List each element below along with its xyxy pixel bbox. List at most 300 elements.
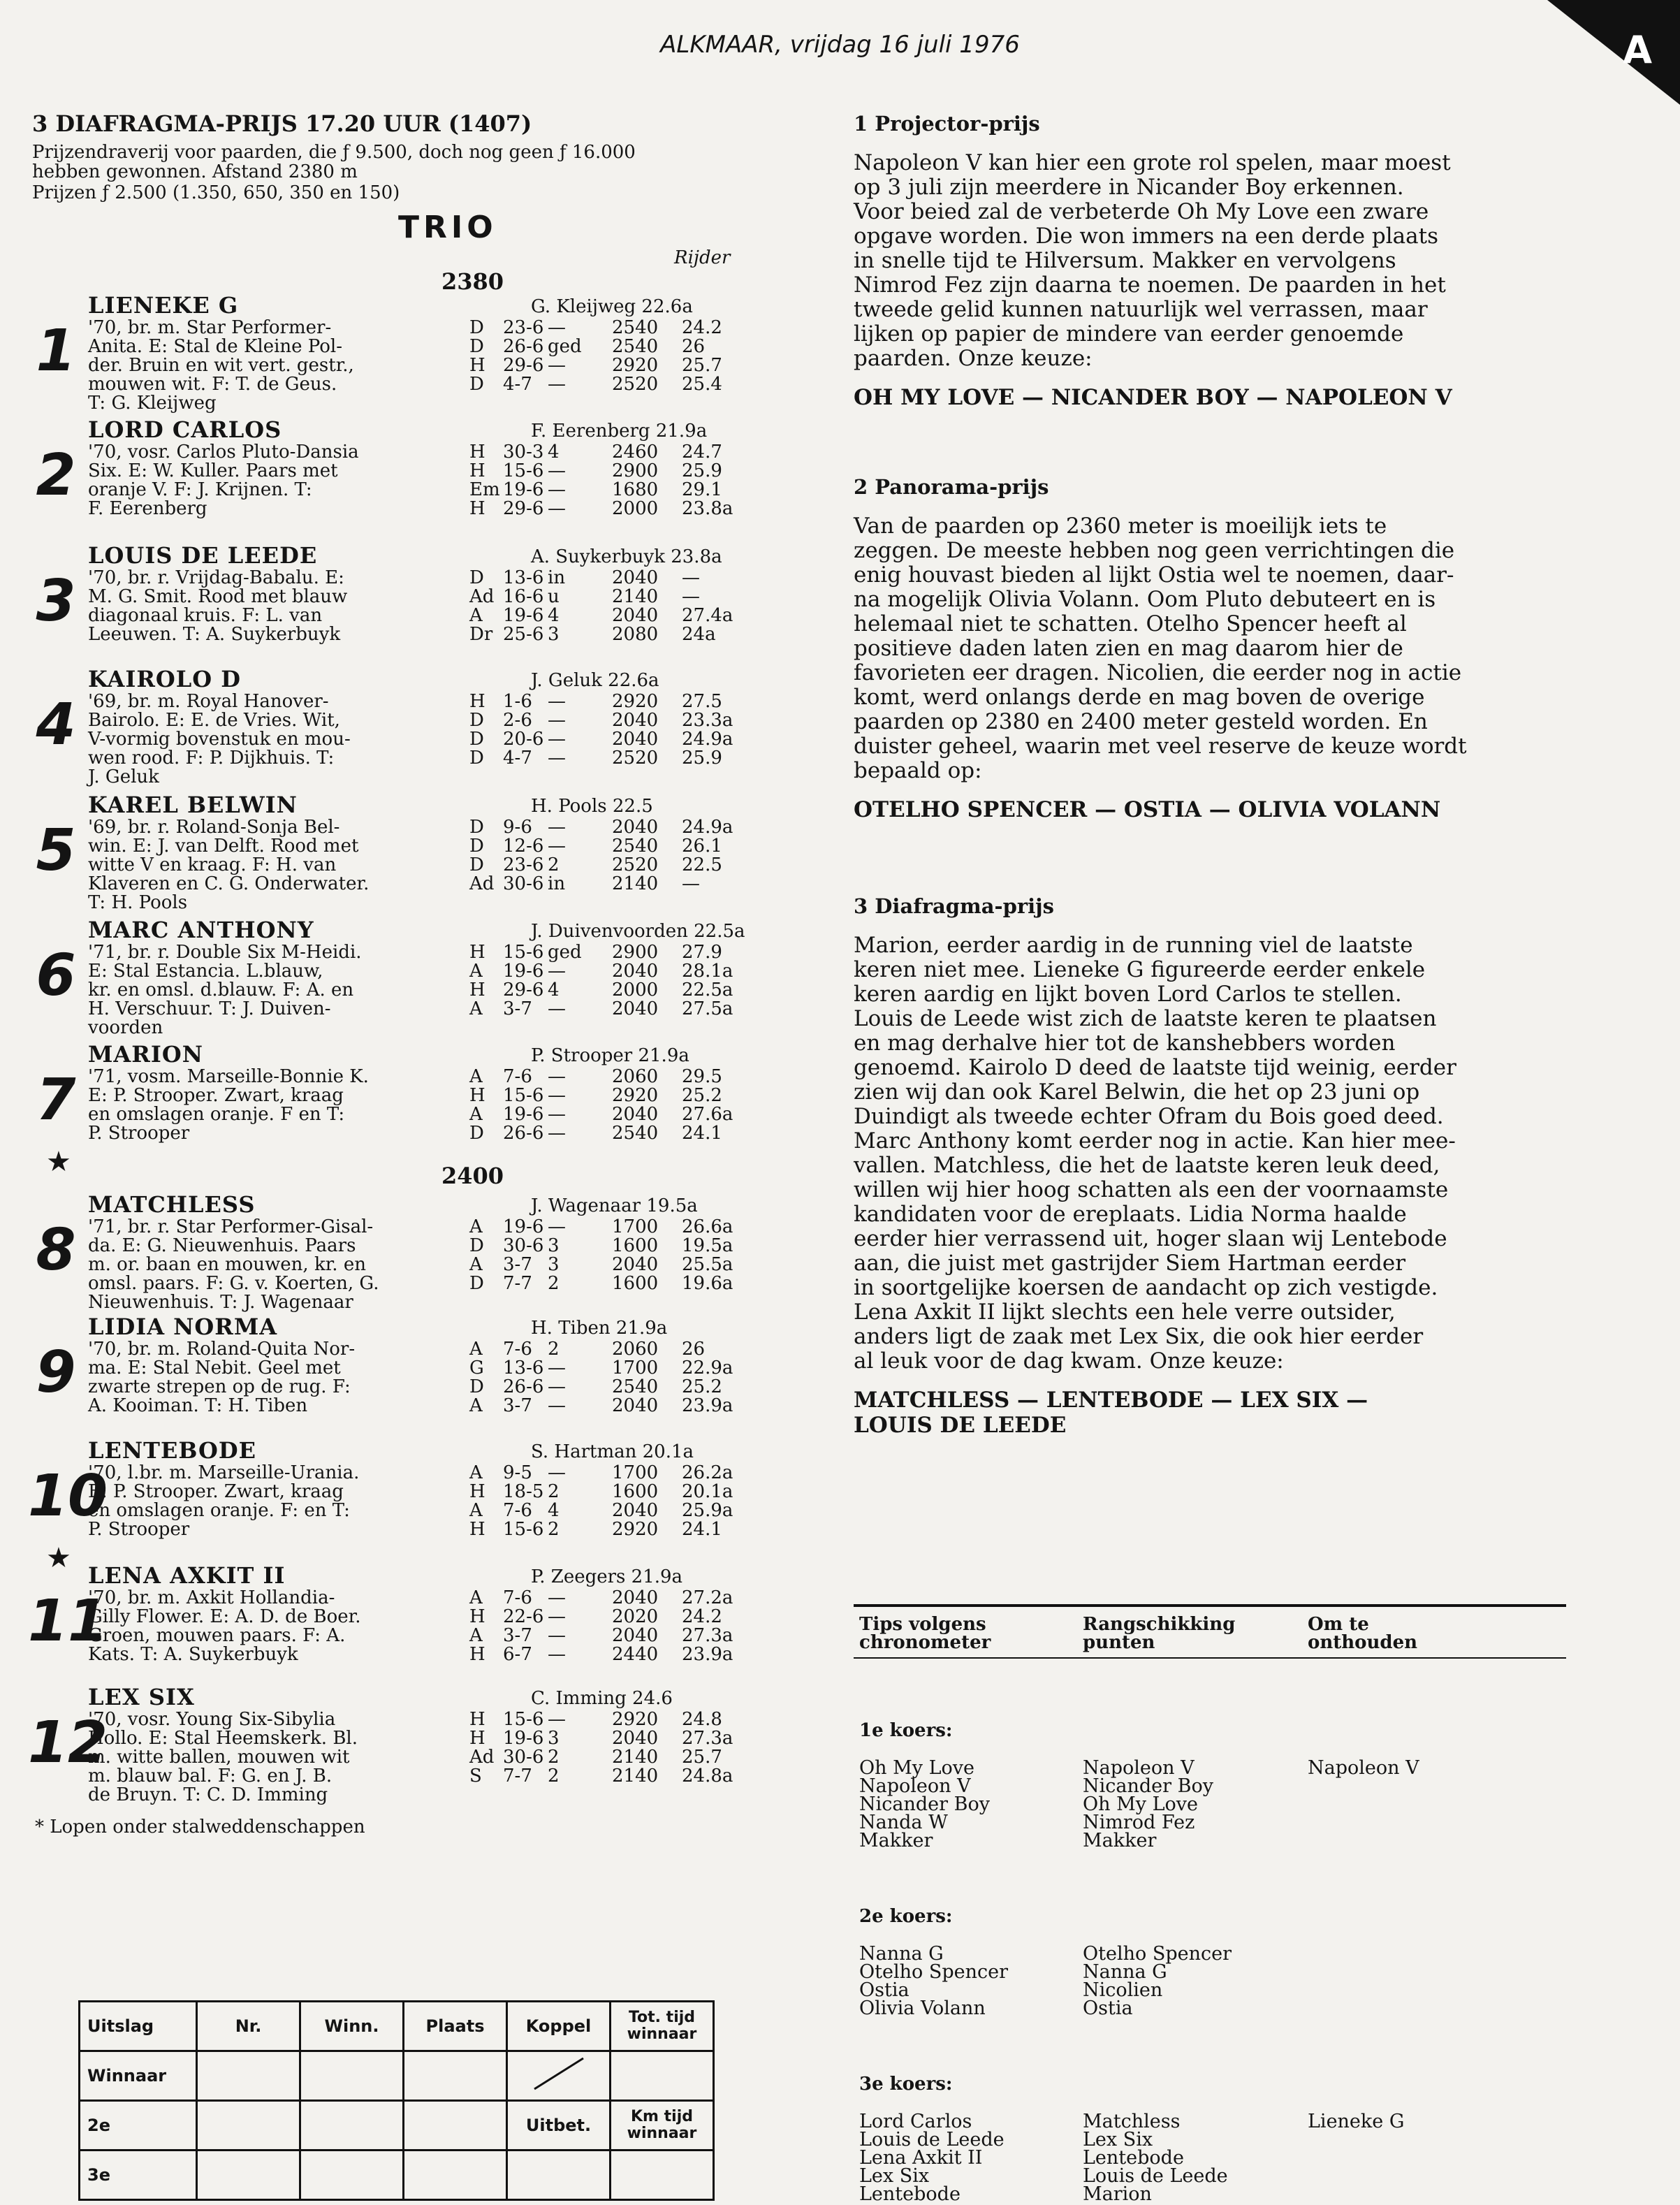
past-performances (469, 818, 733, 894)
tip-item: Nimrod Fez (1083, 1812, 1195, 1833)
performance-row (469, 1627, 733, 1645)
description-line: P. Strooper (88, 1123, 190, 1144)
performance-cell: — (548, 748, 566, 769)
performance-cell: H (469, 980, 485, 1000)
description-line: oranje V. F: J. Krijnen. T: (88, 479, 312, 500)
performance-cell: H (469, 355, 485, 376)
performance-cell: 25-6 (503, 624, 544, 645)
tip-item: Louis de Leede (1083, 2165, 1228, 2187)
performance-cell: 7-6 (503, 1066, 532, 1087)
horse-name: LEX SIX (88, 1684, 195, 1710)
performance-cell: D (469, 748, 484, 769)
horse-description (88, 1710, 465, 1805)
performance-row (469, 375, 722, 394)
punten-list (1083, 2113, 1228, 2204)
performance-cell: 30-6 (503, 1747, 544, 1768)
performance-cell: 3-7 (503, 998, 532, 1019)
star-icon: ★ (46, 1146, 71, 1178)
past-performances (469, 1710, 733, 1786)
performance-row (469, 962, 733, 981)
tip-item: Nanda W (859, 1812, 948, 1833)
preview-heading: 1 Projector-prijs (854, 112, 1040, 136)
performance-cell: 23.9a (682, 1644, 733, 1665)
performance-cell: A (469, 1625, 483, 1646)
preview-line: anders ligt de zaak met Lex Six, die ook hier eerder (854, 1324, 1424, 1349)
performance-cell: 25.9 (682, 748, 722, 769)
result-cell (197, 2101, 300, 2151)
performance-cell: 2140 (612, 1747, 659, 1768)
description-line: '70, vosr. Carlos Pluto-Dansia (88, 442, 359, 463)
performance-cell: 3-7 (503, 1254, 532, 1275)
preview-line: keren aardig en lijkt boven Lord Carlos te stellen. (854, 982, 1402, 1007)
tip-item: Lieneke G (1308, 2111, 1405, 2132)
start-number: 8 (36, 1217, 76, 1283)
performance-cell: A (469, 1216, 483, 1237)
tips-header-chrono: Tips volgens chronometer (859, 1614, 991, 1653)
performance-row (469, 1237, 733, 1256)
result-row-2e: 2e (80, 2101, 197, 2151)
performance-cell: 2920 (612, 1709, 659, 1730)
performance-row (469, 818, 733, 837)
preview-line: zeggen. De meeste hebben nog geen verrichtingen die (854, 538, 1455, 563)
performance-cell: 2 (548, 1519, 560, 1540)
performance-cell: 1700 (612, 1358, 659, 1378)
tip-item: Lentebode (859, 2183, 960, 2205)
performance-row (469, 1729, 733, 1748)
horse-entry (28, 792, 754, 916)
race-condition-2: hebben gewonnen. Afstand 2380 m (32, 161, 358, 182)
horse-description (88, 1218, 465, 1312)
performance-cell: — (548, 691, 566, 712)
performance-cell: — (548, 1625, 566, 1646)
performance-row (469, 1359, 733, 1378)
performance-cell: 4 (548, 605, 560, 626)
tip-item: Lentebode (1083, 2147, 1184, 2169)
performance-row (469, 1378, 733, 1397)
start-number: 3 (36, 568, 76, 634)
performance-row (469, 481, 733, 500)
performance-cell: 24.2 (682, 1606, 722, 1627)
performance-cell: A (469, 1254, 483, 1275)
performance-row (469, 443, 733, 462)
description-line: da. E: G. Nieuwenhuis. Paars (88, 1235, 356, 1256)
performance-cell: 25.5a (682, 1254, 733, 1275)
performance-cell: 2 (548, 854, 560, 875)
result-cell-slash (507, 2051, 611, 2101)
preview-section (854, 475, 1552, 822)
performance-cell: 30-6 (503, 873, 544, 894)
performance-cell: 19-6 (503, 1216, 544, 1237)
performance-cell: H (469, 1606, 485, 1627)
result-header-uitslag: Uitslag (80, 2002, 197, 2051)
performance-cell: 29.1 (682, 479, 722, 500)
performance-row (469, 1464, 733, 1483)
performance-cell: — (548, 729, 566, 750)
performance-cell: 7-6 (503, 1339, 532, 1360)
performance-cell: 7-7 (503, 1766, 532, 1786)
performance-row (469, 711, 733, 730)
performance-cell: — (548, 1395, 566, 1416)
distance-2400: 2400 (441, 1163, 504, 1189)
rider-name: H. Pools 22.5 (531, 796, 653, 817)
start-number: 2 (36, 442, 76, 509)
pick-line: LOUIS DE LEEDE (854, 1413, 1067, 1438)
description-line: diagonaal kruis. F: L. van (88, 605, 323, 626)
performance-cell: 2040 (612, 1254, 659, 1275)
performance-cell: H (469, 691, 485, 712)
performance-cell: 25.7 (682, 1747, 722, 1768)
start-number: 4 (36, 692, 76, 758)
horse-name: LOUIS DE LEEDE (88, 542, 318, 569)
horse-description (88, 569, 465, 644)
performance-cell: H (469, 1644, 485, 1665)
start-number: 1 (36, 318, 76, 384)
horse-entry (28, 1562, 754, 1687)
performance-cell: 18-5 (503, 1481, 544, 1502)
performance-cell: 2040 (612, 729, 659, 750)
result-header-winn: Winn. (300, 2002, 404, 2051)
performance-cell: 2000 (612, 980, 659, 1000)
performance-row (469, 606, 733, 625)
horse-entry (28, 416, 754, 541)
horse-name: LIDIA NORMA (88, 1313, 278, 1340)
performance-cell: 13-6 (503, 1358, 544, 1378)
performance-cell: 3-7 (503, 1395, 532, 1416)
performance-cell: 2920 (612, 355, 659, 376)
preview-line: willen wij hier hoog schatten als een der voornaamste (854, 1177, 1449, 1202)
tip-item: Matchless (1083, 2111, 1181, 2132)
tips-rule-top (854, 1604, 1566, 1607)
performance-row (469, 462, 733, 481)
description-line: witte V en kraag. F: H. van (88, 854, 337, 875)
performance-cell: ged (548, 336, 582, 357)
performance-cell: 2040 (612, 961, 659, 982)
description-line: voorden (88, 1017, 163, 1038)
performance-cell: 19-6 (503, 961, 544, 982)
performance-cell: 2080 (612, 624, 659, 645)
performance-cell: 1600 (612, 1273, 659, 1294)
trio-label: TRIO (398, 210, 497, 245)
preview-line: keren niet mee. Lieneke G figureerde eerder enkele (854, 957, 1426, 982)
preview-text (854, 933, 1552, 1374)
preview-line: positieve daden laten zien en mag daarom hier de (854, 636, 1403, 661)
description-line: en omslagen oranje. F: en T: (88, 1500, 350, 1521)
performance-cell: 2040 (612, 817, 659, 838)
race-condition-1: Prijzendraverij voor paarden, die ƒ 9.500, doch nog geen ƒ 16.000 (32, 142, 636, 163)
performance-cell: 24.8 (682, 1709, 722, 1730)
performance-cell: 1600 (612, 1481, 659, 1502)
description-line: m. or. baan en mouwen, kr. en (88, 1254, 366, 1275)
performance-cell: 27.6a (682, 1104, 733, 1125)
horse-entry (28, 292, 754, 416)
tip-item: Otelho Spencer (859, 1961, 1008, 1983)
description-line: '69, br. r. Roland-Sonja Bel- (88, 817, 340, 838)
performance-cell: 2 (548, 1481, 560, 1502)
start-number: 6 (36, 943, 76, 1009)
preview-text (854, 151, 1552, 371)
performance-cell: 3 (548, 1254, 560, 1275)
performance-cell: 2040 (612, 1104, 659, 1125)
performance-cell: 24.9a (682, 817, 733, 838)
performance-cell: D (469, 836, 484, 857)
performance-cell: 19.6a (682, 1273, 733, 1294)
description-line: '70, br. r. Vrijdag-Babalu. E: (88, 567, 344, 588)
tip-item: Oh My Love (1083, 1793, 1199, 1815)
preview-pick (854, 797, 1552, 822)
performance-cell: D (469, 374, 484, 395)
performance-cell: H (469, 498, 485, 519)
performance-cell: 25.2 (682, 1376, 722, 1397)
past-performances (469, 319, 722, 394)
result-row-3e: 3e (80, 2151, 197, 2200)
preview-line: in snelle tijd te Hilversum. Makker en vervolgens (854, 248, 1396, 273)
performance-cell: — (548, 1644, 566, 1665)
description-line: win. E: J. van Delft. Rood met (88, 836, 359, 857)
rider-name: P. Zeegers 21.9a (531, 1566, 683, 1587)
description-line: Groen, mouwen paars. F: A. (88, 1625, 346, 1646)
tip-item: Napoleon V (1083, 1757, 1195, 1779)
performance-cell: D (469, 336, 484, 357)
performance-cell: — (682, 586, 700, 607)
start-number: 7 (36, 1067, 76, 1133)
performance-cell: 19-6 (503, 479, 544, 500)
preview-line: paarden. Onze keuze: (854, 346, 1093, 371)
preview-line: Marion, eerder aardig in de running viel de laatste (854, 933, 1413, 958)
description-line: E: P. Strooper. Zwart, kraag (88, 1085, 344, 1106)
past-performances (469, 943, 733, 1019)
performance-cell: 2540 (612, 336, 659, 357)
performance-row (469, 1501, 733, 1520)
preview-line: Napoleon V kan hier een grote rol spelen, maar moest (854, 150, 1451, 175)
preview-line: duister geheel, waarin met veel reserve de keuze wordt (854, 734, 1467, 759)
preview-line: komt, werd onlangs derde en mag boven de overige (854, 685, 1425, 710)
description-line: '70, br. m. Axkit Hollandia- (88, 1587, 335, 1608)
performance-cell: 2040 (612, 1500, 659, 1521)
tip-item: Olivia Volann (859, 1997, 986, 2019)
performance-cell: — (548, 710, 566, 731)
horse-entry (28, 1191, 754, 1316)
performance-cell: ged (548, 942, 582, 963)
rijder-label: Rijder (674, 247, 731, 268)
performance-cell: 4 (548, 1500, 560, 1521)
performance-cell: — (548, 1358, 566, 1378)
horse-entry (28, 666, 754, 790)
description-line: m. blauw bal. F: G. en J. B. (88, 1766, 333, 1786)
result-cell (611, 2051, 714, 2101)
tip-item: Ostia (859, 1979, 910, 2001)
preview-line: genoemd. Kairolo D deed de laatste tijd weinig, eerder (854, 1055, 1456, 1080)
performance-cell: 20.1a (682, 1481, 733, 1502)
preview-line: eerder hier verrassend uit, hoger slaan wij Lentebode (854, 1226, 1447, 1251)
performance-cell: S (469, 1766, 482, 1786)
horse-name: MARC ANTHONY (88, 917, 314, 943)
horse-description (88, 443, 465, 518)
performance-cell: 2040 (612, 1728, 659, 1749)
horse-description (88, 1068, 465, 1143)
horse-name: KAREL BELWIN (88, 792, 298, 818)
performance-row (469, 981, 733, 1000)
performance-row (469, 500, 733, 518)
description-line: H. Verschuur. T: J. Duiven- (88, 998, 331, 1019)
performance-cell: A (469, 1462, 483, 1483)
performance-cell: — (548, 961, 566, 982)
description-line: Hollo. E: Stal Heemskerk. Bl. (88, 1728, 358, 1749)
performance-cell: 2 (548, 1747, 560, 1768)
performance-cell: 25.4 (682, 374, 722, 395)
performance-cell: — (548, 836, 566, 857)
result-cell (507, 2151, 611, 2200)
horse-name: MATCHLESS (88, 1191, 256, 1218)
performance-cell: 28.1a (682, 961, 733, 982)
performance-cell: in (548, 873, 566, 894)
performance-cell: 27.9 (682, 942, 722, 963)
performance-cell: D (469, 1273, 484, 1294)
performance-cell: — (548, 1216, 566, 1237)
chrono-list (859, 1759, 990, 1850)
performance-cell: 7-7 (503, 1273, 532, 1294)
performance-cell: 7-6 (503, 1587, 532, 1608)
horse-name: LENA AXKIT II (88, 1562, 286, 1589)
tip-item: Lex Six (1083, 2129, 1153, 2151)
performance-cell: 27.3a (682, 1728, 733, 1749)
performance-row (469, 1483, 733, 1501)
performance-cell: 22.5a (682, 980, 733, 1000)
performance-cell: 12-6 (503, 836, 544, 857)
performance-cell: — (682, 873, 700, 894)
performance-row (469, 730, 733, 749)
performance-cell: — (548, 1085, 566, 1106)
performance-cell: H (469, 1519, 485, 1540)
performance-cell: 7-6 (503, 1500, 532, 1521)
performance-row (469, 1068, 733, 1086)
performance-row (469, 692, 733, 711)
performance-cell: 26-6 (503, 1376, 544, 1397)
performance-cell: H (469, 442, 485, 463)
tip-item: Nanna G (859, 1943, 944, 1965)
start-number: 9 (36, 1339, 76, 1406)
performance-cell: 3 (548, 1728, 560, 1749)
horse-name: MARION (88, 1041, 203, 1068)
description-line: m. witte ballen, mouwen wit (88, 1747, 350, 1768)
description-line: '70, br. m. Roland-Quita Nor- (88, 1339, 356, 1360)
preview-line: aan, die juist met gastrijder Siem Hartman eerder (854, 1251, 1406, 1276)
tip-item: Makker (1083, 1830, 1157, 1851)
preview-line: tweede gelid kunnen natuurlijk wel verrassen, maar (854, 297, 1428, 322)
description-line: Six. E: W. Kuller. Paars met (88, 460, 338, 481)
performance-cell: 25.9a (682, 1500, 733, 1521)
performance-row (469, 1520, 733, 1539)
preview-line: in soortgelijke koersen de aandacht op zich vestigde. (854, 1275, 1438, 1300)
performance-cell: 2040 (612, 710, 659, 731)
preview-pick (854, 385, 1552, 410)
performance-cell: H (469, 942, 485, 963)
performance-cell: 24.9a (682, 729, 733, 750)
preview-line: zien wij dan ook Karel Belwin, die het op 23 juni op (854, 1079, 1420, 1105)
performance-cell: 15-6 (503, 1085, 544, 1106)
performance-cell: A (469, 1339, 483, 1360)
performance-cell: 23.8a (682, 498, 733, 519)
tip-item: Makker (859, 1830, 933, 1851)
description-line: kr. en omsl. d.blauw. F: A. en (88, 980, 354, 1000)
performance-cell: 27.3a (682, 1625, 733, 1646)
preview-line: helemaal niet te schatten. Otelho Spencer heeft al (854, 611, 1407, 636)
star-icon: ★ (46, 1542, 71, 1574)
preview-line: Duindigt als tweede echter Ofram du Bois goed deed. (854, 1104, 1444, 1129)
performance-cell: 24.1 (682, 1123, 722, 1144)
performance-cell: u (548, 586, 560, 607)
description-line: omsl. paars. F: G. v. Koerten, G. (88, 1273, 379, 1294)
result-cell (404, 2051, 507, 2101)
tip-item: Lex Six (859, 2165, 930, 2187)
preview-line: na mogelijk Olivia Volann. Oom Pluto debuteert en is (854, 587, 1436, 612)
horse-description (88, 943, 465, 1038)
preview-line: Voor beied zal de verbeterde Oh My Love een zware (854, 199, 1429, 224)
onthouden-list (1308, 1759, 1419, 1777)
tip-item: Napoleon V (1308, 1757, 1419, 1779)
tip-item: Marion (1083, 2183, 1152, 2205)
performance-cell: 22.9a (682, 1358, 733, 1378)
start-number: 10 (28, 1463, 108, 1529)
description-line: P. Strooper (88, 1519, 190, 1540)
rider-name: P. Strooper 21.9a (531, 1045, 689, 1066)
performance-cell: 2540 (612, 836, 659, 857)
performance-cell: 24.2 (682, 317, 722, 338)
performance-row (469, 588, 733, 606)
performance-row (469, 1748, 733, 1767)
description-line: Anita. E: Stal de Kleine Pol- (88, 336, 342, 357)
result-cell (300, 2101, 404, 2151)
performance-cell: H (469, 460, 485, 481)
performance-cell: 2060 (612, 1066, 659, 1087)
performance-row (469, 856, 733, 875)
performance-cell: 2060 (612, 1339, 659, 1360)
performance-cell: D (469, 817, 484, 838)
performance-cell: Ad (469, 586, 495, 607)
description-line: '70, vosr. Young Six-Sibylia (88, 1709, 336, 1730)
performance-cell: 2900 (612, 942, 659, 963)
performance-cell: Dr (469, 624, 493, 645)
performance-cell: 2040 (612, 1395, 659, 1416)
result-cell (300, 2151, 404, 2200)
performance-cell: H (469, 1481, 485, 1502)
performance-cell: — (548, 817, 566, 838)
performance-cell: 1-6 (503, 691, 532, 712)
performance-cell: 2140 (612, 873, 659, 894)
preview-line: lijken op papier de mindere van eerder genoemde (854, 321, 1404, 347)
description-line: ma. E: Stal Nebit. Geel met (88, 1358, 341, 1378)
past-performances (469, 569, 733, 644)
horse-name: KAIROLO D (88, 666, 242, 692)
performance-cell: 24.7 (682, 442, 722, 463)
description-line: Gilly Flower. E: A. D. de Boer. (88, 1606, 361, 1627)
performance-cell: A (469, 1104, 483, 1125)
performance-cell: D (469, 1123, 484, 1144)
performance-cell: — (548, 355, 566, 376)
performance-cell: A (469, 605, 483, 626)
result-header-koppel: Koppel (507, 2002, 611, 2051)
performance-cell: 25.7 (682, 355, 722, 376)
performance-cell: D (469, 567, 484, 588)
preview-line: en mag derhalve hier tot de kanshebbers worden (854, 1031, 1396, 1056)
result-cell (300, 2051, 404, 2101)
horse-name: LENTEBODE (88, 1437, 256, 1464)
preview-line: opgave worden. Die won immers na een derde plaats (854, 224, 1438, 249)
performance-cell: 27.5a (682, 998, 733, 1019)
performance-cell: 19-6 (503, 605, 544, 626)
performance-cell: 2520 (612, 374, 659, 395)
performance-cell: 3-7 (503, 1625, 532, 1646)
performance-cell: — (548, 1123, 566, 1144)
